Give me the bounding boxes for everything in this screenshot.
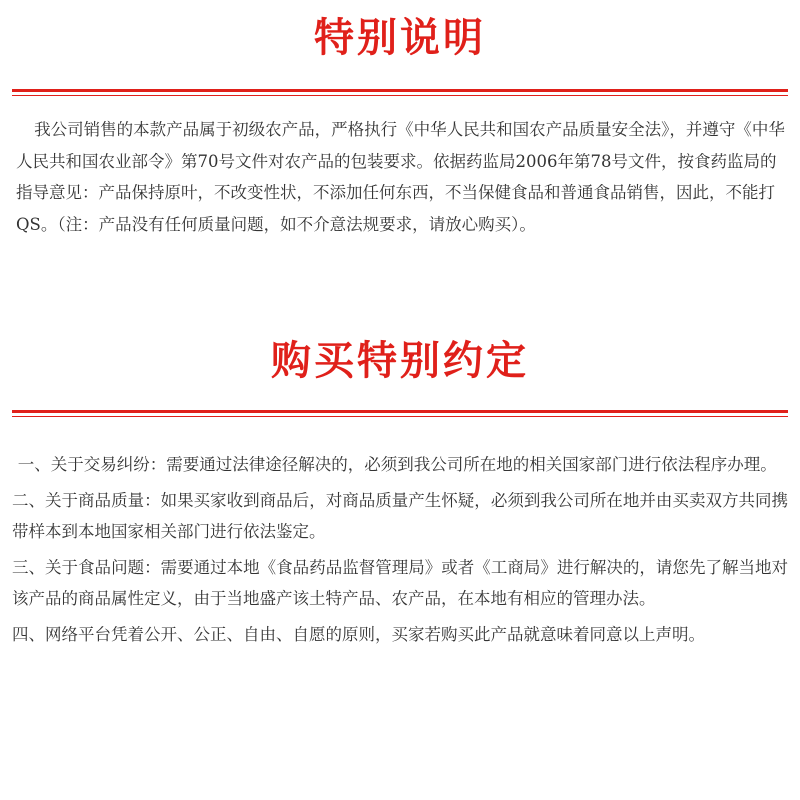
agreement-term-quality: 二、关于商品质量：如果买家收到商品后，对商品质量产生怀疑，必须到我公司所在地并由买卖双方共同携带样本到本地国家相关部门进行依法鉴定。 <box>12 490 788 541</box>
divider-thick-line <box>12 89 788 92</box>
notice-title: 特别说明 <box>314 14 486 61</box>
notice-divider <box>12 89 788 98</box>
agreement-divider <box>12 410 788 419</box>
agreement-term-food: 三、关于食品问题：需要通过本地《食品药品监督管理局》或者《工商局》进行解决的，请您先了解当地对该产品的商品属性定义，由于当地盛产该土特产品、农产品，在本地有相应的管理办法。 <box>12 557 788 608</box>
divider-thin-line <box>12 95 788 96</box>
divider-thick-line <box>12 410 788 413</box>
agreement-terms-list <box>12 449 788 654</box>
notice-paragraph: 我公司销售的本款产品属于初级农产品，严格执行《中华人民共和国农产品质量安全法》，并遵守《中华人民共和国农业部令》第70号文件对农产品的包装要求。依据药监局2006年第78号文件，按食药监局的指导意见：产品保持原叶，不改变性状，不添加任何东西，不当保健食品和普通食品销售，因此，不能打QS。（注：产品没有任何质量问题，如不介意法规要求，请放心购买）。 <box>16 120 785 234</box>
agreement-term-dispute: 一、关于交易纠纷：需要通过法律途径解决的，必须到我公司所在地的相关国家部门进行依法程序办理。 <box>17 455 777 474</box>
agreement-title: 购买特别约定 <box>271 337 529 384</box>
agreement-term-platform: 四、网络平台凭着公开、公正、自由、自愿的原则，买家若购买此产品就意味着同意以上声明。 <box>12 624 705 644</box>
divider-thin-line <box>12 416 788 417</box>
